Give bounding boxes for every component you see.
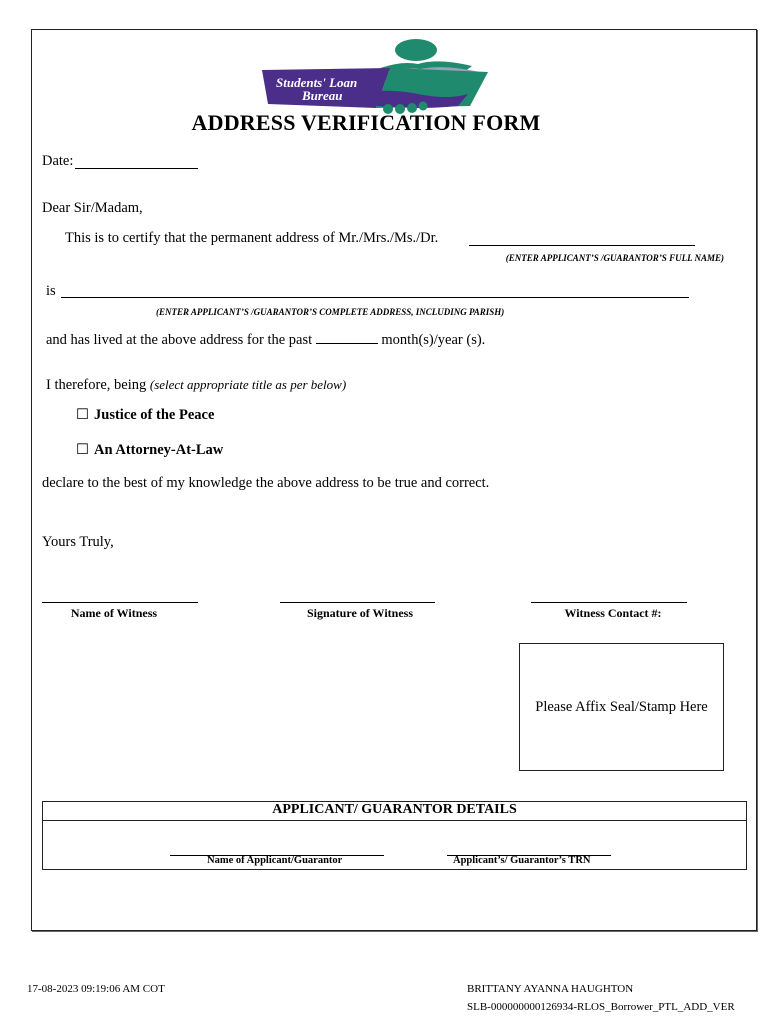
witness-signature-line[interactable] [280, 602, 435, 603]
details-heading: APPLICANT/ GUARANTOR DETAILS [43, 802, 746, 821]
option-attorney-at-law[interactable] [76, 442, 223, 459]
address-line[interactable] [61, 297, 689, 298]
footer-person: BRITTANY AYANNA HAUGHTON [467, 983, 634, 995]
address-note: (ENTER APPLICANT’S /GUARANTOR’S COMPLETE ADDRESS, INCLUDING PARISH) [156, 307, 505, 317]
is-label: is [46, 283, 56, 299]
lived-prefix: and has lived at the above address for the past [46, 332, 313, 348]
witness-contact-label: Witness Contact #: [564, 606, 662, 620]
therefore-note: (select appropriate title as per below) [149, 377, 347, 392]
witness-contact-line[interactable] [531, 602, 687, 603]
form-title: ADDRESS VERIFICATION FORM [191, 110, 541, 135]
applicant-name-label: Name of Applicant/Guarantor [207, 855, 343, 866]
full-name-line[interactable] [469, 245, 695, 246]
svg-text:Bureau: Bureau [302, 88, 343, 103]
therefore-prefix: I therefore, being [46, 377, 147, 393]
full-name-note: (ENTER APPLICANT’S /GUARANTOR’S FULL NAME) [505, 253, 724, 263]
applicant-trn-label: Applicant’s/ Guarantor’s TRN [453, 855, 591, 866]
witness-name-line[interactable] [42, 602, 198, 603]
lived-suffix: month(s)/year (s). [381, 332, 486, 348]
footer-timestamp: 17-08-2023 09:19:06 AM COT [27, 983, 165, 995]
seal-stamp-box[interactable] [519, 643, 724, 771]
footer-reference: SLB-000000000126934-RLOS_Borrower_PTL_ADD_VER [467, 1001, 735, 1013]
witness-name-label: Name of Witness [70, 606, 158, 620]
date-label: Date: [42, 153, 74, 169]
checkbox-icon[interactable]: ☐ [76, 407, 89, 423]
option-label: Justice of the Peace [94, 407, 215, 423]
option-justice-of-the-peace[interactable] [76, 407, 214, 424]
therefore-text [46, 377, 346, 394]
seal-stamp-text: Please Affix Seal/Stamp Here [535, 698, 708, 715]
date-line[interactable] [75, 168, 198, 169]
duration-line[interactable] [316, 331, 378, 344]
checkbox-icon[interactable]: ☐ [76, 442, 89, 458]
lived-text [46, 331, 485, 349]
closing-text: Yours Truly, [42, 534, 114, 550]
declaration-text: declare to the best of my knowledge the above address to be true and correct. [42, 475, 490, 491]
students-loan-bureau-logo [258, 36, 492, 116]
witness-signature-label: Signature of Witness [306, 606, 414, 620]
salutation: Dear Sir/Madam, [42, 200, 143, 216]
certify-text: This is to certify that the permanent address of Mr./Mrs./Ms./Dr. [65, 230, 439, 246]
applicant-guarantor-details [42, 801, 747, 870]
svg-text:Students' Loan: Students' Loan [276, 75, 358, 90]
option-label: An Attorney-At-Law [94, 442, 224, 458]
